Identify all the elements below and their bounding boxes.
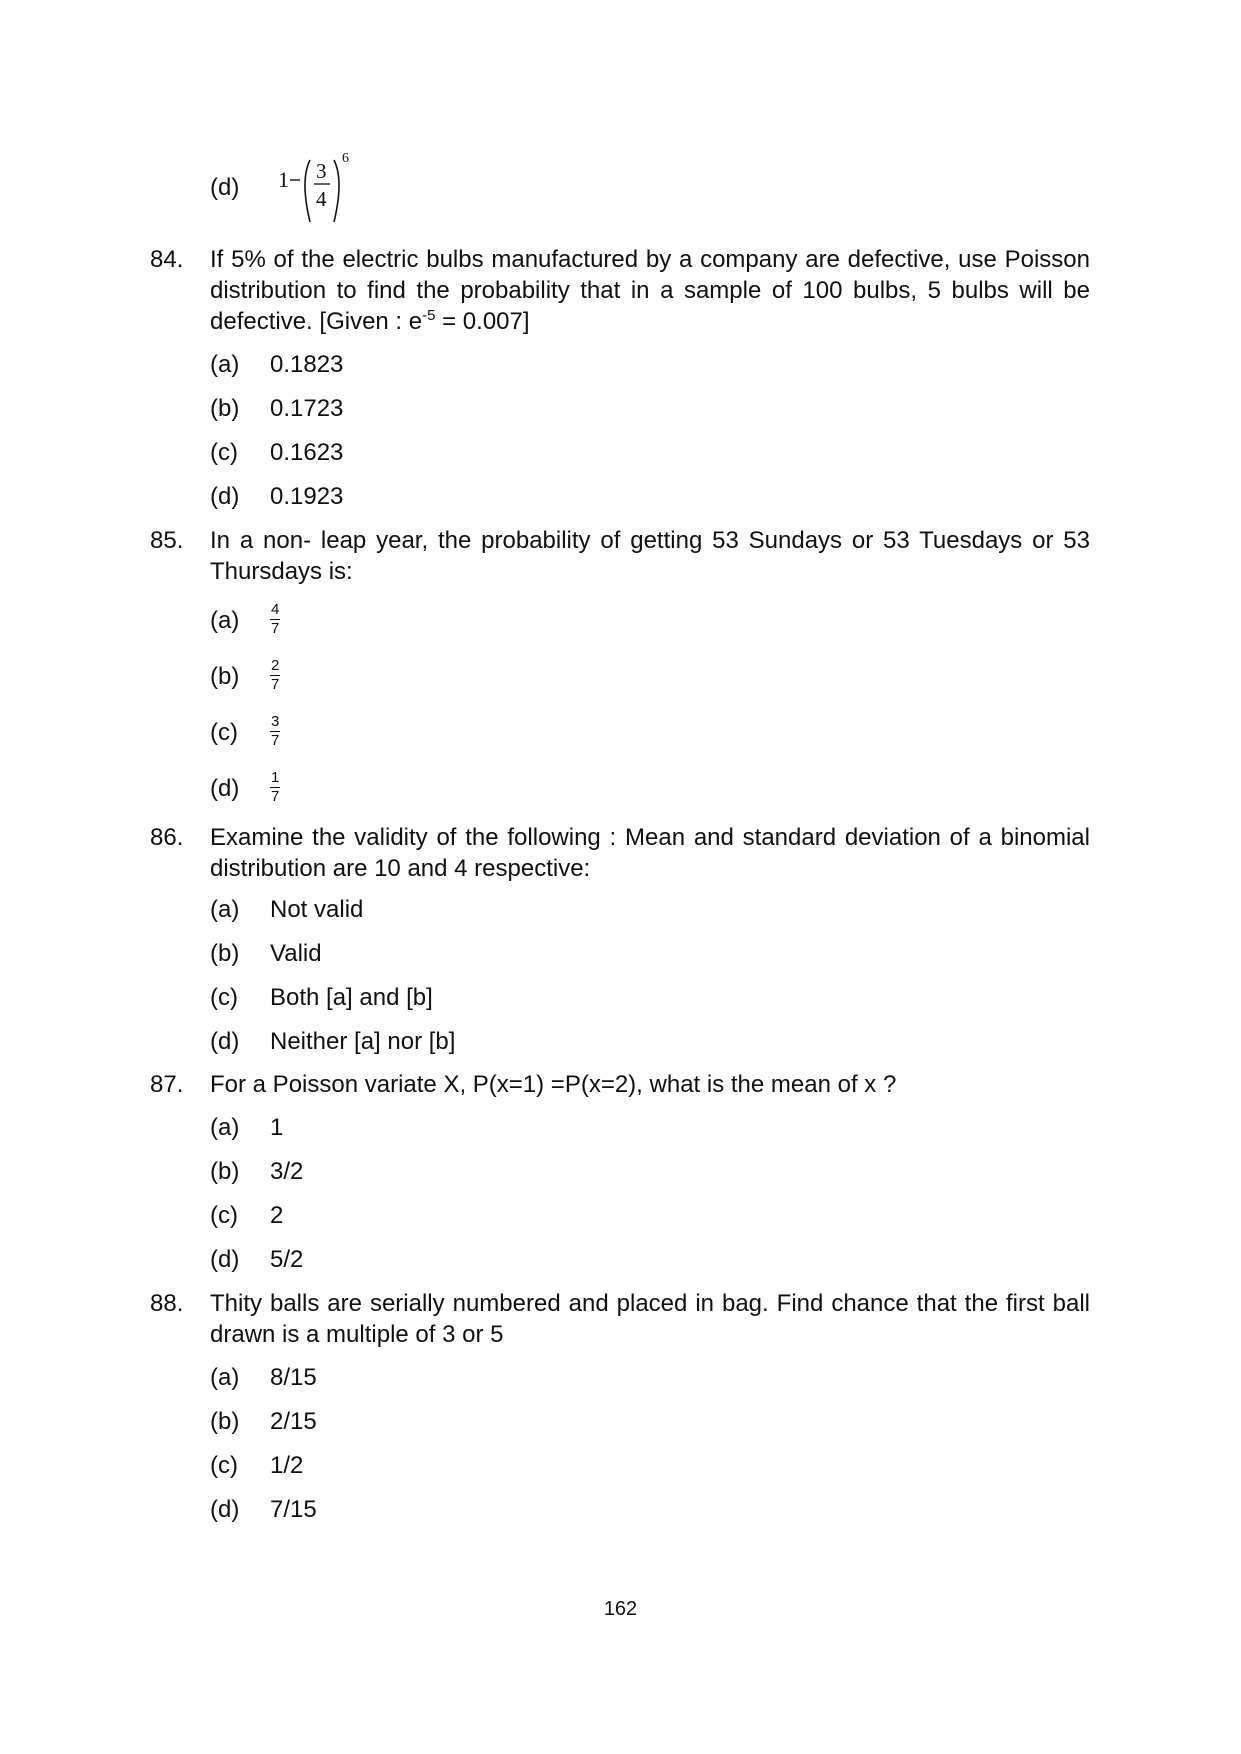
question-number-86: 86. (150, 824, 184, 851)
option-label: (c) (210, 1452, 238, 1479)
q86-option-b (210, 938, 322, 969)
option-label: (a) (210, 351, 240, 378)
option-label: (a) (210, 1114, 240, 1141)
q88-option-b (210, 1406, 317, 1437)
question-text-88: Thity balls are serially numbered and placed in bag. Find chance that the first ball drawn is a multiple of 3 or 5 (210, 1290, 1090, 1348)
option-label: (a) (210, 896, 240, 923)
formula-exponent: 6 (342, 151, 349, 166)
option-label: (d) (210, 1496, 240, 1523)
option-label: (b) (210, 1408, 240, 1435)
option-label: (c) (210, 984, 238, 1011)
option-label: (d) (210, 174, 240, 201)
option-value: 2/15 (270, 1408, 317, 1435)
q84-option-b (210, 393, 343, 424)
fraction (270, 714, 280, 749)
q87-option-a (210, 1112, 283, 1143)
option-value: 0.1623 (270, 439, 344, 466)
q85-option-d (210, 769, 280, 807)
fraction-numerator: 4 (271, 601, 280, 618)
formula-base: 1 (278, 167, 289, 192)
fraction-numerator: 1 (271, 769, 280, 786)
q88-option-c (210, 1450, 303, 1481)
formula-right-paren (334, 160, 339, 222)
option-value: 7/15 (270, 1496, 317, 1523)
option-label: (d) (210, 1246, 240, 1273)
question-text-86: Examine the validity of the following : Mean and standard deviation of a binomial distribution are 10 and 4 respective: (210, 824, 1090, 882)
formula-one-minus-three-quarters-power-six (276, 150, 376, 230)
q85-option-b (210, 657, 280, 695)
q85-option-c (210, 713, 280, 751)
q88-option-d (210, 1494, 317, 1525)
q84-option-a (210, 349, 343, 380)
option-label: (b) (210, 395, 240, 422)
question-text-84-part2: = 0.007] (435, 308, 530, 335)
option-value: 3/2 (270, 1158, 304, 1185)
option-value: 1/2 (270, 1452, 304, 1479)
fraction-denominator: 7 (271, 676, 280, 693)
q88-option-a (210, 1362, 317, 1393)
option-value: Valid (270, 940, 322, 967)
question-number-85: 85. (150, 527, 184, 554)
q87-option-c (210, 1200, 283, 1231)
fraction-numerator: 3 (271, 713, 280, 730)
q87-option-d (210, 1244, 303, 1275)
q86-option-c (210, 982, 433, 1013)
q84-option-c (210, 437, 343, 468)
option-value: Both [a] and [b] (270, 984, 433, 1011)
option-label: (d) (210, 774, 240, 802)
option-value: Not valid (270, 896, 364, 923)
prev-option-d (210, 172, 270, 203)
fraction-denominator: 7 (271, 732, 280, 749)
option-value: Neither [a] nor [b] (270, 1028, 456, 1055)
option-value: 0.1923 (270, 483, 344, 510)
fraction-denominator: 7 (271, 788, 280, 805)
option-label: (c) (210, 1202, 238, 1229)
question-text-87: For a Poisson variate X, P(x=1) =P(x=2), what is the mean of x ? (210, 1071, 897, 1098)
fraction (270, 658, 280, 693)
question-text-84-part1: If 5% of the electric bulbs manufactured by a company are defective, use Poisson distribution to find the probability that in a sample of 100 bulbs, 5 bulbs will be defective. [Given : e (210, 246, 1090, 335)
option-label: (d) (210, 483, 240, 510)
option-label: (c) (210, 439, 238, 466)
q86-option-a (210, 894, 363, 925)
option-label: (d) (210, 1028, 240, 1055)
option-label: (a) (210, 1364, 240, 1391)
superscript-exponent: -5 (422, 307, 436, 324)
option-value: 8/15 (270, 1364, 317, 1391)
q84-option-d (210, 481, 343, 512)
page-number: 162 (603, 1598, 638, 1620)
option-label: (a) (210, 606, 240, 634)
q87-option-b (210, 1156, 303, 1187)
option-label: (c) (210, 718, 238, 746)
question-number-87: 87. (150, 1071, 184, 1098)
fraction-numerator: 2 (271, 657, 280, 674)
formula-numerator: 3 (316, 159, 327, 183)
option-value: 5/2 (270, 1246, 304, 1273)
option-label: (b) (210, 662, 240, 690)
option-value: 2 (270, 1202, 284, 1229)
option-label: (b) (210, 1158, 240, 1185)
fraction (270, 770, 280, 805)
formula-denominator: 4 (316, 187, 327, 211)
formula-graphic (276, 150, 376, 230)
option-value: 0.1823 (270, 351, 344, 378)
question-text-85: In a non- leap year, the probability of getting 53 Sundays or 53 Tuesdays or 53 Thursdays is: (210, 527, 1090, 585)
q85-option-a (210, 601, 280, 639)
question-number-84: 84. (150, 246, 184, 273)
formula-left-paren (305, 160, 310, 222)
fraction-denominator: 7 (271, 620, 280, 637)
question-text-84 (210, 244, 1090, 337)
question-number-88: 88. (150, 1290, 184, 1317)
option-value: 0.1723 (270, 395, 344, 422)
fraction (270, 602, 280, 637)
option-value: 1 (270, 1114, 284, 1141)
option-label: (b) (210, 940, 240, 967)
q86-option-d (210, 1026, 455, 1057)
